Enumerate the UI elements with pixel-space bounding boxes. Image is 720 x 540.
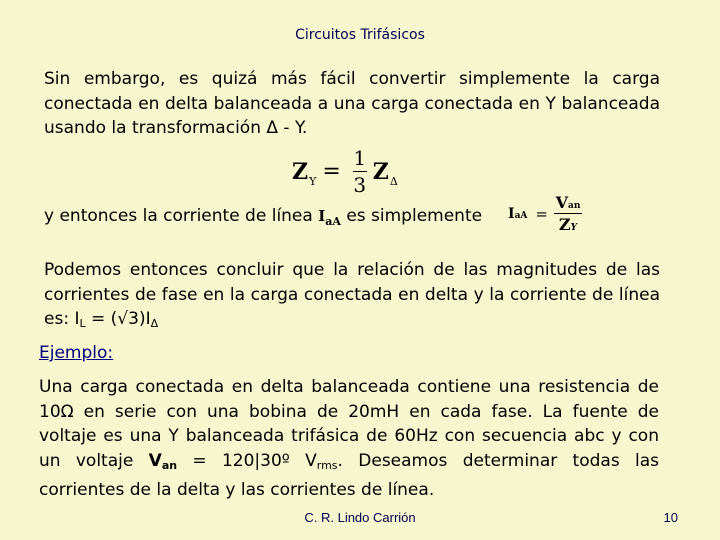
footer-author: C. R. Lindo Carrión — [304, 510, 416, 525]
line-current-symbol: $I_{aA}$ — [318, 207, 341, 228]
il-symbol: IL — [74, 309, 86, 330]
slide-header: Circuitos Trifásicos — [295, 27, 425, 43]
formula-lhs: $Z_Y$ — [292, 158, 317, 188]
line-current-text: y entonces la corriente de línea $I_{aA}$ es simplemente — [44, 206, 483, 228]
formula2-equals: = — [535, 204, 548, 223]
formula-rhs: $Z_\Delta$ — [372, 158, 398, 188]
formula-delta-y-transform — [292, 146, 398, 197]
formula2-lhs: IaA — [508, 205, 528, 222]
formula2-fraction: Van ZY — [555, 193, 581, 234]
example-heading: Ejemplo: — [39, 343, 114, 363]
footer-page-number: 10 — [663, 510, 678, 525]
paragraph-example: Una carga conectada en delta balanceada contiene una resistencia de 10Ω en serie con una bobina de 20mH en cada fase. La fuente de voltaje es una Y balanceada trifásica de 60Hz con secuencia abc y con un voltaje Van = 120|30º Vrms. Deseamos determinar todas las corrientes de la delta y las corrientes de línea. — [39, 377, 660, 500]
formula-fraction: $\frac{1}{3}$ — [353, 146, 367, 197]
van-symbol: Van — [148, 450, 178, 472]
formula-equals: = — [322, 159, 341, 184]
formula-line-current — [508, 193, 582, 234]
paragraph-conclusion: Podemos entonces concluir que la relación de las magnitudes de las corrientes de fase en la carga conectada en delta y la corriente de línea es: IL = (√3)IΔ — [44, 260, 660, 330]
paragraph-intro: Sin embargo, es quizá más fácil convertir simplemente la carga conectada en delta balanceada a una carga conectada en Y balanceada usando la transformación Δ - Y. — [44, 69, 660, 138]
